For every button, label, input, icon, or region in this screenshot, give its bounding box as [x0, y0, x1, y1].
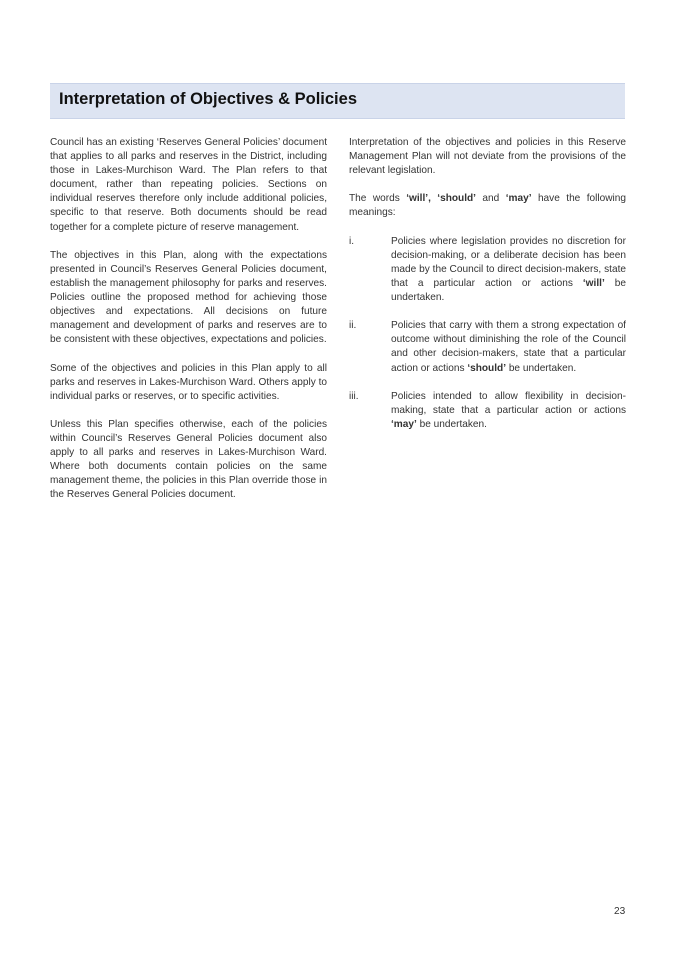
keyword-may: ‘may’	[505, 193, 532, 205]
list-number: iii.	[349, 390, 359, 402]
body-paragraph: The objectives in this Plan, along with the expectations presented in Council’s Reserves General Policies document, establish the management philosophy for parks and reserves. Policies outline the proposed method for achieving those objectives and expectations. All decisions on future management and development of parks and reserves are to be consistent with these objectives, expectations and policies.	[50, 249, 327, 346]
keyword-will: ‘will’	[582, 277, 605, 289]
definition-body: Policies that carry with them a strong expectation of outcome without diminishing the role of the Council and other decision-makers, state that a particular action or actions	[391, 320, 626, 374]
list-number: i.	[349, 235, 355, 247]
page-number: 23	[614, 906, 626, 917]
section-heading: Interpretation of Objectives & Policies	[59, 90, 357, 108]
definition-body: Policies where legislation provides no discretion for decision-making, or a deliberate decision has been made by the Council to direct decision-makers, state that a particular action or actions	[391, 235, 626, 289]
definition-tail: be undertaken.	[391, 277, 626, 304]
definition-text	[391, 235, 626, 305]
keyword-may: ‘may’	[391, 418, 417, 430]
definition-body: Policies intended to allow flexibility in decision-making, state that a particular action or actions	[391, 390, 626, 416]
left-column	[50, 136, 327, 517]
definitions-text: The words	[349, 193, 407, 205]
body-paragraph: Council has an existing ‘Reserves General Policies’ document that applies to all parks and reserves in the District, including those in Lakes-Murchison Ward. The Plan refers to that document, rather than repeating policies. Sections on individual reserves therefore only include additional policies, specific to that reserve. Both documents should be read together for a complete picture of reserve management.	[50, 137, 327, 233]
keyword-separator: ,	[428, 193, 438, 205]
definitions-intro	[349, 192, 626, 220]
list-number: ii.	[349, 320, 357, 332]
section-heading-band	[50, 83, 625, 119]
definition-tail: be undertaken.	[506, 362, 577, 374]
definition-text	[391, 319, 626, 375]
keyword-should: ‘should’	[467, 362, 507, 374]
definition-item	[349, 235, 626, 305]
definition-tail: be undertaken.	[416, 418, 487, 430]
definition-item	[349, 319, 626, 375]
intro-paragraph: Interpretation of the objectives and policies in this Reserve Management Plan will not deviate from the provisions of the relevant legislation.	[349, 137, 626, 177]
right-column	[349, 136, 626, 446]
keyword-will: ‘will’	[406, 193, 429, 205]
definitions-text: have the following meanings:	[349, 193, 626, 219]
definition-item	[349, 390, 626, 432]
keyword-should: ‘should’	[437, 193, 476, 205]
definition-text	[391, 390, 626, 432]
body-paragraph: Some of the objectives and policies in this Plan apply to all parks and reserves in Lakes-Murchison Ward. Others apply to individual parks or reserves, or to specific activities.	[50, 362, 327, 402]
body-paragraph: Unless this Plan specifies otherwise, each of the policies within Council’s Reserves General Policies document also apply to all parks and reserves in Lakes-Murchison Ward. Where both documents contain policies on the same management theme, the policies in this Plan override those in the Reserves General Policies document.	[50, 418, 327, 501]
definitions-text: and	[476, 193, 506, 205]
